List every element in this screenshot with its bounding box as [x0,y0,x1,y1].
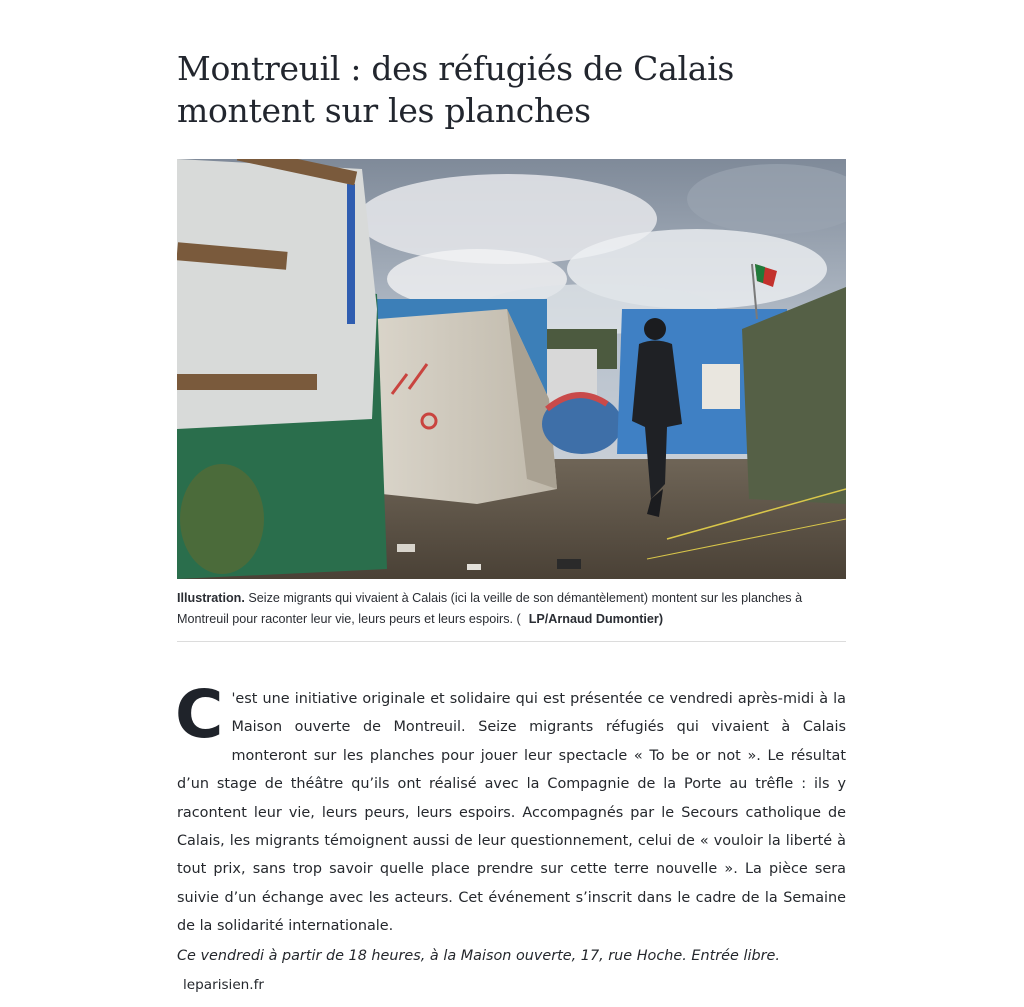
article-title: Montreuil : des réfugiés de Calais montent sur les planches [177,49,735,130]
article-body [175,676,846,941]
event-info: Ce vendredi à partir de 18 heures, à la Maison ouverte, 17, rue Hoche. Entrée libre. [177,948,780,964]
caption-text: Seize migrants qui vivaient à Calais (ici la veille de son démantèlement) montent sur les planches à Montreuil pour raconter leur vie, leurs peurs et leurs espoirs. ( [177,591,803,626]
photo-caption [177,588,849,630]
source-label: leparisien.fr [183,977,264,993]
article-photo [177,159,846,579]
article-body-text: 'est une initiative originale et solidaire qui est présentée ce vendredi après-midi à la Maison ouverte de Montreuil. Seize migrants réfugiés qui vivaient à Calais monteront sur les planches pour jouer leur spectacle « To be or not ». Le résultat d’un stage de théâtre qu’ils ont réalisé avec la Compagnie de la Porte au trêfle : ils y racontent leur vie, leurs peurs, leurs espoirs. Accompagnés par le Secours catholique de Calais, les migrants témoignent aussi de leur questionnement, celui de « vouloir la liberté à tout prix, sans trop savoir quelle place prendre sur cette terre nouvelle ». La pièce sera suivie d’un échange avec les acteurs. Cet événement s’inscrit dans le cadre de la Semaine de la solidarité internationale. [177,691,846,935]
photo-credit: LP/Arnaud Dumontier) [528,612,664,626]
caption-label: Illustration. [177,591,245,605]
camp-photo-illustration [177,159,846,579]
drop-cap: C [175,676,224,753]
caption-divider [177,641,846,642]
